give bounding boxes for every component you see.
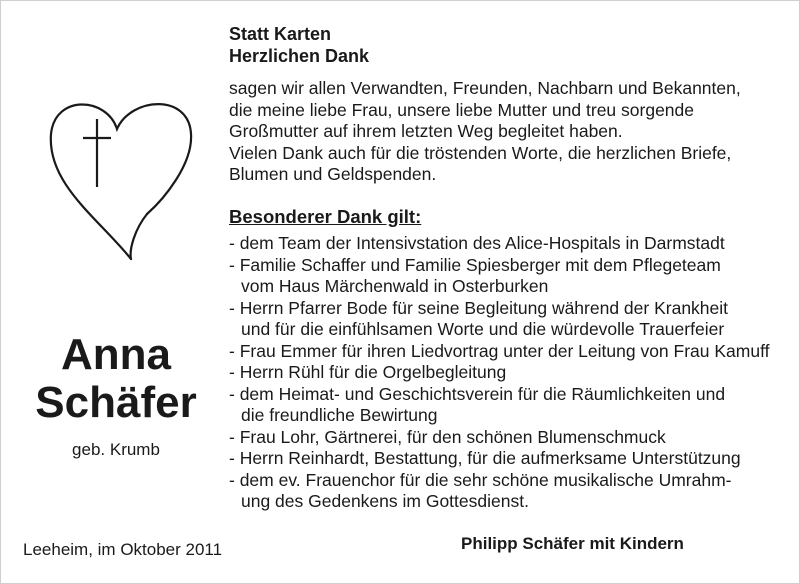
special-thanks-title: Besonderer Dank gilt: xyxy=(229,206,422,227)
list-item-line: und für die einfühlsamen Worte und die würdevolle Trauerfeier xyxy=(241,319,725,339)
special-thanks-list xyxy=(229,233,769,513)
list-item xyxy=(229,233,769,255)
list-item-line: - Herrn Reinhardt, Bestattung, für die aufmerksame Unterstützung xyxy=(229,448,741,468)
list-item-line: ung des Gedenkens im Gottesdienst. xyxy=(241,491,529,511)
list-item xyxy=(229,384,769,427)
list-item-line: - Familie Schaffer und Familie Spiesberger mit dem Pflegeteam xyxy=(229,254,721,275)
intro-line: Vielen Dank auch für die tröstenden Worte, die herzlichen Briefe, xyxy=(229,142,732,163)
list-item-line: - Herrn Pfarrer Bode für seine Begleitung während der Krankheit xyxy=(229,297,729,318)
heart-with-cross-icon xyxy=(39,89,197,261)
heading-line-1: Statt Karten xyxy=(229,24,332,44)
deceased-name xyxy=(1,331,231,427)
list-item xyxy=(229,341,769,363)
list-item-line: - Herrn Rühl für die Orgelbegleitung xyxy=(229,362,507,382)
list-item-line: - Frau Emmer für ihren Liedvortrag unter der Leitung von Frau Kamuff xyxy=(229,340,770,361)
signature: Philipp Schäfer mit Kindern xyxy=(461,534,684,553)
intro-line: die meine liebe Frau, unsere liebe Mutter und treu sorgende xyxy=(229,99,694,120)
list-item xyxy=(229,362,769,384)
deceased-first-name: Anna xyxy=(61,330,171,379)
intro-text xyxy=(229,78,741,186)
intro-line: Großmutter auf ihrem letzten Weg begleitet haben. xyxy=(229,121,623,141)
list-item-line: - dem ev. Frauenchor für die sehr schöne musikalische Umrahm- xyxy=(229,469,732,490)
deceased-last-name: Schäfer xyxy=(35,378,197,427)
list-item-line: - dem Heimat- und Geschichtsverein für die Räumlichkeiten und xyxy=(229,383,726,404)
list-item-line: die freundliche Bewirtung xyxy=(241,405,438,425)
list-item-line: - dem Team der Intensivstation des Alice-Hospitals in Darmstadt xyxy=(229,233,725,253)
list-item xyxy=(229,448,769,470)
place-date: Leeheim, im Oktober 2011 xyxy=(23,540,223,559)
heading-line-2: Herzlichen Dank xyxy=(229,46,370,66)
list-item-line: - Frau Lohr, Gärtnerei, für den schönen Blumenschmuck xyxy=(229,426,666,447)
list-item xyxy=(229,298,769,341)
maiden-name: geb. Krumb xyxy=(72,440,160,459)
intro-line: Blumen und Geldspenden. xyxy=(229,164,437,184)
intro-line: sagen wir allen Verwandten, Freunden, Nachbarn und Bekannten, xyxy=(229,78,741,98)
list-item xyxy=(229,427,769,449)
list-item xyxy=(229,255,769,298)
notice-heading xyxy=(229,23,369,67)
list-item xyxy=(229,470,769,513)
list-item-line: vom Haus Märchenwald in Osterburken xyxy=(241,276,549,296)
